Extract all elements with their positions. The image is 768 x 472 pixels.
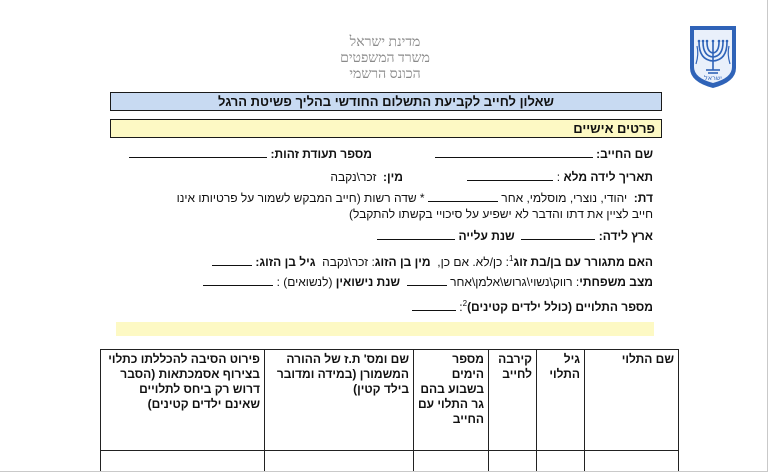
table-cell[interactable]	[265, 451, 414, 472]
highlight-band	[116, 322, 654, 336]
marriage-year-field[interactable]	[203, 274, 273, 286]
dependents-label: מספר התלויים (כולל ילדים קטינים)	[467, 300, 653, 314]
row-birth-country: ארץ לידה: שנת עלייה	[377, 228, 653, 244]
spouse-age-field[interactable]	[212, 254, 252, 266]
id-field[interactable]	[129, 146, 267, 158]
dob-field[interactable]	[467, 169, 553, 181]
marital-label: מצב משפחתי	[579, 275, 653, 289]
birth-country-label: ארץ לידה	[602, 229, 653, 243]
row-religion: דת: יהודי, נוצרי, מוסלמי, אחר * שדה רשות (חייב המבקש לשמור על פרטיותו אינו	[176, 191, 653, 205]
header-receiver: הכונס הרשמי	[349, 67, 421, 82]
id-label: מספר תעודת זהות	[274, 147, 372, 161]
spouse-gender-options[interactable]: : זכר\נקבה	[322, 255, 375, 269]
religion-field[interactable]	[428, 190, 498, 202]
religion-note-2: חייב לציין את דתו והדבר לא ישפיע על סיכויי בקשתו להתקבל)	[348, 207, 653, 221]
name-label: שם החייב	[600, 147, 653, 161]
gender-label: מין	[387, 170, 403, 184]
marriage-year-label: שנת נישואין	[335, 275, 401, 289]
dependents-table	[100, 349, 679, 472]
table-cell[interactable]	[537, 451, 585, 472]
form-title: שאלון לחייב לקביעת התשלום החודשי בהליך פשיטת הרגל	[110, 92, 662, 111]
dob-label: תאריך לידה מלא	[563, 170, 653, 184]
religion-note-1: * שדה רשות (חייב המבקש לשמור על פרטיותו אינו	[176, 191, 425, 205]
table-cell[interactable]	[489, 451, 537, 472]
spouse-age-label: גיל בן הזוג	[259, 255, 316, 269]
table-cell[interactable]	[414, 451, 489, 472]
row-gender: מין: זכר\נקבה	[330, 170, 403, 184]
row-id: מספר תעודת זהות:	[129, 146, 372, 162]
col-days-per-week: מספר הימים בשבוע בהם גר התלוי עם החייב	[414, 350, 489, 451]
col-relation: קירבה לחייב	[489, 350, 537, 451]
row-name: שם החייב:	[435, 146, 653, 162]
aliyah-year-field[interactable]	[377, 228, 455, 240]
col-reason: פירוט הסיבה להכללתו כתלוי בצירוף אסמכתאות (הסבר דרוש רק ביחס לתלויים שאינם ילדים קטינים)	[101, 350, 265, 451]
dependents-footnote-mark: 2	[462, 299, 468, 308]
col-dependent-age: גיל התלוי	[537, 350, 585, 451]
col-dependent-name: שם התלוי	[585, 350, 679, 451]
section-title: פרטים אישיים	[110, 119, 662, 138]
spouse-options[interactable]: : כן/לא. אם כן,	[437, 255, 509, 269]
row-marital	[203, 274, 653, 290]
marital-other-field[interactable]	[407, 274, 447, 286]
spouse-gender-label: מין בן הזוג	[374, 255, 431, 269]
row-spouse: האם מתגורר עם בן/בת זוג$^1$: כן/לא. אם כן, מין בן הזוג: זכר\נקבה גיל בן הזוג:	[212, 251, 653, 270]
religion-label: דת	[637, 191, 653, 205]
table-row	[101, 451, 679, 472]
header-state: מדינת ישראל	[349, 35, 421, 50]
marriage-year-note: (לנשואים) :	[276, 275, 333, 289]
table-cell[interactable]	[585, 451, 679, 472]
spouse-footnote-mark: 1	[509, 254, 514, 263]
row-dob: תאריך לידה מלא :	[467, 169, 653, 185]
emblem-text: ישראל	[704, 74, 722, 82]
religion-options: יהודי, נוצרי, מוסלמי, אחר	[501, 191, 628, 205]
table-header-row	[101, 350, 679, 451]
header-ministry: משרד המשפטים	[340, 51, 430, 66]
gender-options[interactable]: זכר\נקבה	[330, 170, 377, 184]
name-field[interactable]	[435, 146, 593, 158]
dependents-field[interactable]	[412, 299, 456, 311]
col-custodial-parent: שם ומס' ת.ז של ההורה המשמורן (במידה ומדובר בילד קטין)	[265, 350, 414, 451]
row-dependents: מספר התלויים (כולל ילדים קטינים)$^2$:	[412, 296, 653, 315]
birth-country-field[interactable]	[521, 228, 595, 240]
table-cell[interactable]	[101, 451, 265, 472]
aliyah-year-label: שנת עלייה	[458, 229, 515, 243]
spouse-question-label: האם מתגורר עם בן/בת זוג	[513, 255, 653, 269]
state-emblem-icon	[686, 24, 740, 90]
marital-options[interactable]: : רווק\נשוי\גרוש\אלמן\אחר	[450, 275, 580, 289]
